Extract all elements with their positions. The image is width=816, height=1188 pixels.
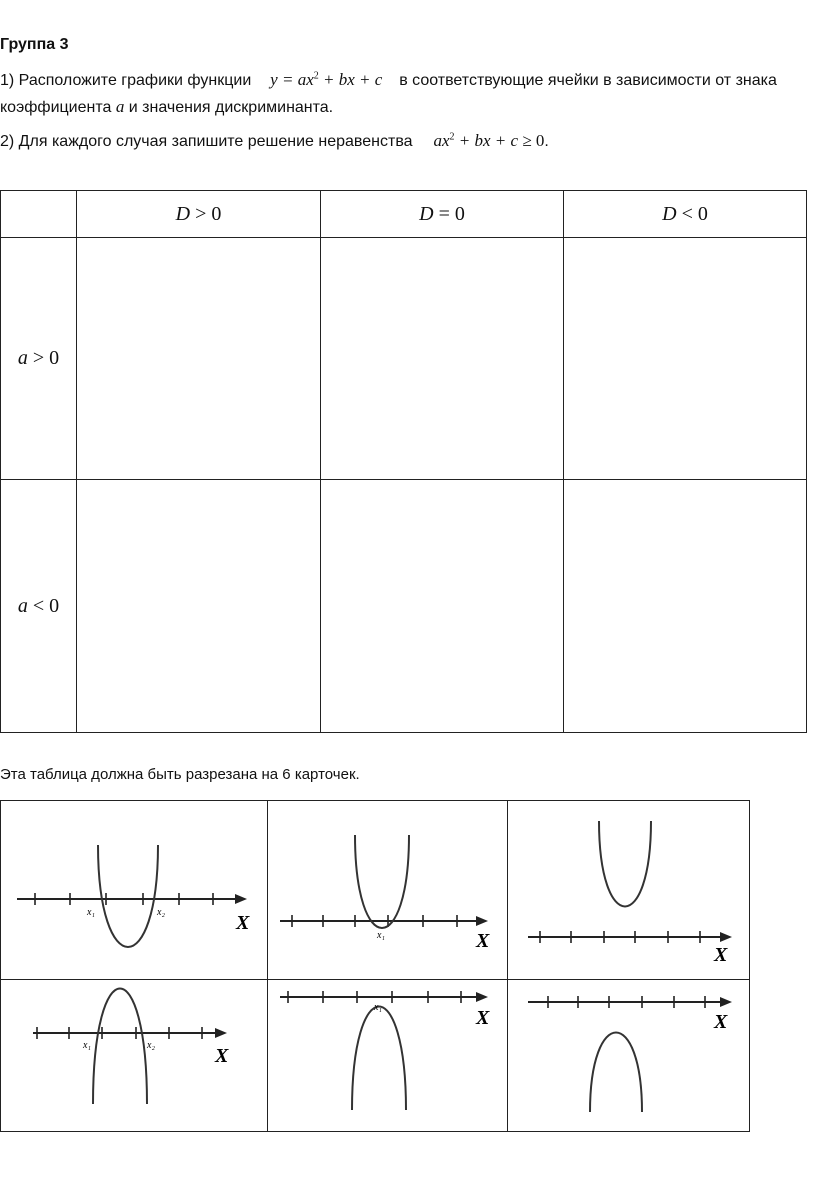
- root-label-x1: x₁: [377, 930, 385, 941]
- cards-table: [0, 800, 750, 1132]
- card-a-negative-d-positive: [1, 980, 268, 1132]
- axis-label-x: X: [236, 912, 250, 934]
- header-d-negative: D < 0: [564, 191, 807, 238]
- card-a-positive-d-negative: [508, 801, 750, 980]
- empty-cell: [77, 480, 321, 733]
- task-1-line-2: коэффициента a и значения дискриминанта.: [0, 97, 334, 116]
- task-1-suffix: в соответствующие ячейки в зависимости от знака: [399, 72, 777, 89]
- card-a-positive-d-zero: [268, 801, 508, 980]
- task-1-formula: $y = ax^2$ + bx + c: [270, 70, 383, 89]
- task-2-line: 2) Для каждого случая запишите решение неравенства $ax^2$ + bx + c ≥ 0.: [0, 131, 549, 150]
- root-label-x2: x₂: [147, 1040, 155, 1051]
- axis-label-x: X: [476, 930, 490, 952]
- root-label-x2: x₂: [157, 907, 165, 918]
- header-d-zero: D = 0: [321, 191, 564, 238]
- axis-label-x: X: [215, 1045, 229, 1067]
- card-a-positive-d-positive: [1, 801, 268, 980]
- corner-cell: [1, 191, 77, 238]
- axis-label-x: X: [714, 944, 728, 966]
- task-1-var-a: a: [115, 97, 125, 116]
- empty-cell: [564, 238, 807, 480]
- graph-upward-two-roots: [1, 801, 267, 979]
- empty-cell: [77, 238, 321, 480]
- sorting-table: [0, 190, 807, 733]
- axis-label-x: X: [476, 1007, 490, 1029]
- task-2-prefix: 2) Для каждого случая запишите решение неравенства: [0, 133, 413, 150]
- page-title: Группа 3: [0, 36, 69, 53]
- task-2-formula: $ax^2$ + bx + c ≥ 0: [433, 131, 545, 150]
- empty-cell: [564, 480, 807, 733]
- row-a-positive: [1, 238, 807, 480]
- graph-downward-no-roots: [508, 980, 749, 1131]
- axis-label-x: X: [714, 1011, 728, 1033]
- graph-downward-two-roots: [1, 980, 267, 1131]
- row-label-a-negative: a < 0: [1, 480, 77, 733]
- row-a-negative: [1, 480, 807, 733]
- header-d-positive: D > 0: [77, 191, 321, 238]
- empty-cell: [321, 480, 564, 733]
- sorting-table-header-row: [1, 191, 807, 238]
- graph-downward-one-root: [268, 980, 507, 1131]
- root-label-x1: x₁: [83, 1040, 91, 1051]
- row-label-a-positive: a > 0: [1, 238, 77, 480]
- task-1-line-1: [0, 70, 777, 90]
- task-1-prefix: 1) Расположите графики функции: [0, 72, 252, 89]
- card-a-negative-d-negative: [508, 980, 750, 1132]
- empty-cell: [321, 238, 564, 480]
- graph-upward-no-roots: [508, 801, 749, 979]
- root-label-x1: x₁: [87, 907, 95, 918]
- cards-note: Эта таблица должна быть разрезана на 6 карточек.: [0, 766, 360, 783]
- root-label-x1: x₁: [374, 1002, 382, 1013]
- graph-upward-one-root: [268, 801, 507, 979]
- card-a-negative-d-zero: [268, 980, 508, 1132]
